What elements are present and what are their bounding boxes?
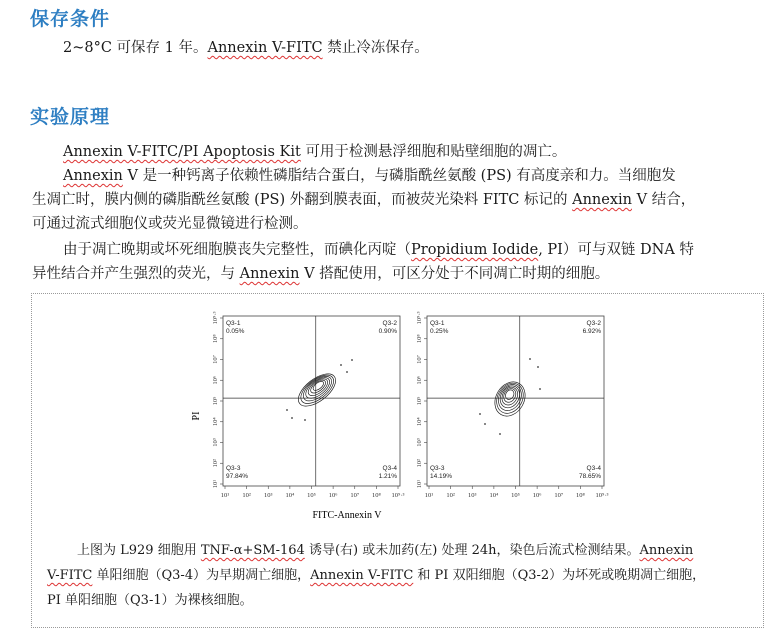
principle-p2-l2-b: Annexin — [572, 192, 632, 208]
panel-2-event-4 — [499, 433, 501, 435]
panel-1-xtick-label-1: 10¹ — [220, 492, 230, 499]
panel-2-q3-pct: 14.19% — [430, 473, 453, 480]
panel-1-ytick-label-6: 10⁶ — [212, 375, 219, 385]
panel-1-q3-pct: 97.84% — [226, 473, 249, 480]
panel-1-xtick-label-5: 10⁵ — [307, 492, 316, 499]
principle-p2-line1 — [63, 166, 676, 186]
panel-1-ytick-label-3: 10³ — [212, 438, 219, 447]
flow-cytometry-figure — [32, 294, 763, 539]
principle-p3-line1 — [63, 240, 694, 260]
panel-2-xtick-label-9: 10⁹·³ — [595, 492, 609, 499]
principle-p3-l2-a: 异性结合并产生强烈的荧光，与 — [32, 266, 240, 282]
panel-1-ytick-label-8: 10⁸ — [212, 334, 219, 344]
panel-2-xtick-label-4: 10⁴ — [489, 492, 499, 499]
principle-p1-b: 可用于检测悬浮细胞和贴壁细胞的凋亡。 — [300, 144, 567, 160]
panel-2-xtick-label-2: 10² — [446, 492, 455, 499]
panel-2-q1-pct: 0.25% — [430, 328, 449, 335]
panel-2-q3-name: Q3-3 — [430, 465, 445, 472]
panel-1-q1-name: Q3-1 — [226, 320, 241, 327]
panel-1-xtick-label-3: 10³ — [264, 492, 273, 499]
caption-l2-d: 和 PI 双阳细胞（Q3-2）为坏死或晚期凋亡细胞， — [413, 568, 706, 583]
panel-2-xtick-label-5: 10⁵ — [511, 492, 520, 499]
caption-line2 — [47, 566, 705, 586]
panel-1-ytick-label-5: 10⁵ — [212, 396, 219, 406]
storage-text — [63, 38, 429, 58]
panel-2-event-5 — [539, 388, 541, 390]
storage-text-a: 2~8°C 可保存 1 年。 — [63, 40, 208, 56]
principle-p3-l1-a: 由于凋亡晚期或坏死细胞膜丧失完整性，而碘化丙啶（ — [63, 242, 411, 258]
caption-line3: PI 单阳细胞（Q3-1）为裸核细胞。 — [47, 593, 253, 608]
panel-1-xtick-label-9: 10⁹·³ — [391, 492, 405, 499]
panel-1-ytick-label-1: 10¹ — [212, 479, 219, 489]
panel-1-q2-pct: 0.90% — [378, 328, 397, 335]
panel-1-event-2 — [291, 417, 293, 419]
panel-2-ytick-label-5: 10⁵ — [416, 396, 423, 406]
panel-2-ytick-label-2: 10² — [416, 459, 423, 468]
panel-2-event-6 — [479, 413, 481, 415]
panel-2-xtick-label-3: 10³ — [468, 492, 477, 499]
caption-l2-b: 单阳细胞（Q3-4）为早期凋亡细胞， — [92, 568, 311, 583]
panel-2-q1-name: Q3-1 — [430, 320, 445, 327]
panel-1-q2-name: Q3-2 — [382, 320, 397, 327]
principle-p3-l1-b: Propidium Iodide — [411, 242, 539, 258]
panel-1-frame — [223, 316, 400, 486]
principle-p3-line2 — [32, 264, 609, 284]
storage-text-c: 禁止冷冻保存。 — [322, 40, 429, 56]
principle-p1 — [63, 142, 566, 162]
principle-p2-l1-b: V 是一种钙离子依赖性磷脂结合蛋白，与磷脂酰丝氨酸 (PS) 有高度亲和力。当细胞发 — [122, 168, 676, 184]
principle-p1-a: Annexin V-FITC/PI Apoptosis Kit — [63, 144, 301, 160]
panel-1-ytick-label-9: 10⁹·³ — [212, 311, 219, 325]
panel-2-ytick-label-4: 10⁴ — [416, 417, 423, 427]
figure-box — [31, 293, 764, 628]
heading-principle: 实验原理 — [30, 106, 111, 128]
panel-2-q4-name: Q3-4 — [586, 465, 601, 472]
principle-p3-l1-c: , PI）可与双链 DNA 特 — [538, 242, 694, 258]
panel-2-xtick-label-8: 10⁸ — [575, 492, 585, 499]
panel-2-ytick-label-3: 10³ — [416, 438, 423, 447]
panel-1-q1-pct: 0.05% — [226, 328, 245, 335]
panel-2-event-2 — [529, 358, 531, 360]
panel-1-event-3 — [340, 364, 342, 366]
panel-2-event-3 — [537, 366, 539, 368]
principle-p3-l2-b: Annexin — [239, 266, 300, 282]
heading-storage: 保存条件 — [30, 8, 111, 30]
caption-l2-c: Annexin V-FITC — [310, 568, 414, 583]
principle-p2-line3: 可通过流式细胞仪或荧光显微镜进行检测。 — [32, 216, 308, 232]
panel-1-ytick-label-4: 10⁴ — [212, 417, 219, 427]
caption-l2-a: V-FITC — [47, 568, 93, 583]
storage-text-b: Annexin V-FITC — [207, 40, 323, 56]
panel-2-ytick-label-1: 10¹ — [416, 479, 423, 489]
panel-1-q4-name: Q3-4 — [382, 465, 397, 472]
panel-1-q3-name: Q3-3 — [226, 465, 241, 472]
panel-1-ytick-label-2: 10² — [212, 459, 219, 468]
panel-1-event-4 — [346, 371, 348, 373]
panel-1-xtick-label-8: 10⁸ — [371, 492, 381, 499]
panel-1-q4-pct: 1.21% — [378, 473, 397, 480]
caption-l1-b: TNF-α+SM-164 — [200, 543, 305, 558]
principle-p3-l2-c: V 搭配使用，可区分处于不同凋亡时期的细胞。 — [299, 266, 610, 282]
caption-l1-d: Annexin — [639, 543, 694, 558]
panel-2-event-1 — [484, 423, 486, 425]
panel-2-q2-name: Q3-2 — [586, 320, 601, 327]
panel-2-ytick-label-9: 10⁹·³ — [416, 311, 423, 325]
panel-2-ytick-label-8: 10⁸ — [416, 334, 423, 344]
panel-2-xtick-label-7: 10⁷ — [554, 492, 564, 499]
principle-p2-line2 — [32, 190, 695, 210]
y-axis-label: PI — [191, 411, 202, 421]
panel-1-xtick-label-7: 10⁷ — [350, 492, 360, 499]
panel-1-event-6 — [351, 359, 353, 361]
panel-2-xtick-label-1: 10¹ — [424, 492, 434, 499]
panel-1-event-1 — [286, 409, 288, 411]
caption-l1-a: 上图为 L929 细胞用 — [77, 543, 201, 558]
panel-2-q2-pct: 6.92% — [582, 328, 601, 335]
panel-2-q4-pct: 78.65% — [578, 473, 601, 480]
panel-1-xtick-label-6: 10⁶ — [328, 492, 338, 499]
caption-line1 — [77, 541, 693, 561]
panel-1-xtick-label-4: 10⁴ — [285, 492, 295, 499]
panel-1-ytick-label-7: 10⁷ — [212, 355, 219, 364]
panel-2-ytick-label-6: 10⁶ — [416, 375, 423, 385]
panel-2-ytick-label-7: 10⁷ — [416, 355, 423, 364]
principle-p2-l1-a: Annexin — [63, 168, 123, 184]
panel-1-xtick-label-2: 10² — [242, 492, 251, 499]
x-axis-label: FITC-Annexin V — [312, 510, 382, 521]
principle-p2-l2-c: V 结合， — [632, 192, 696, 208]
caption-l1-c: 诱导(右) 或未加药(左) 处理 24h，染色后流式检测结果。 — [304, 543, 640, 558]
principle-p2-l2-a: 生凋亡时，膜内侧的磷脂酰丝氨酸 (PS) 外翻到膜表面，而被荧光染料 FITC 标记的 — [32, 192, 573, 208]
panel-1-event-5 — [304, 419, 306, 421]
panel-2-xtick-label-6: 10⁶ — [532, 492, 542, 499]
